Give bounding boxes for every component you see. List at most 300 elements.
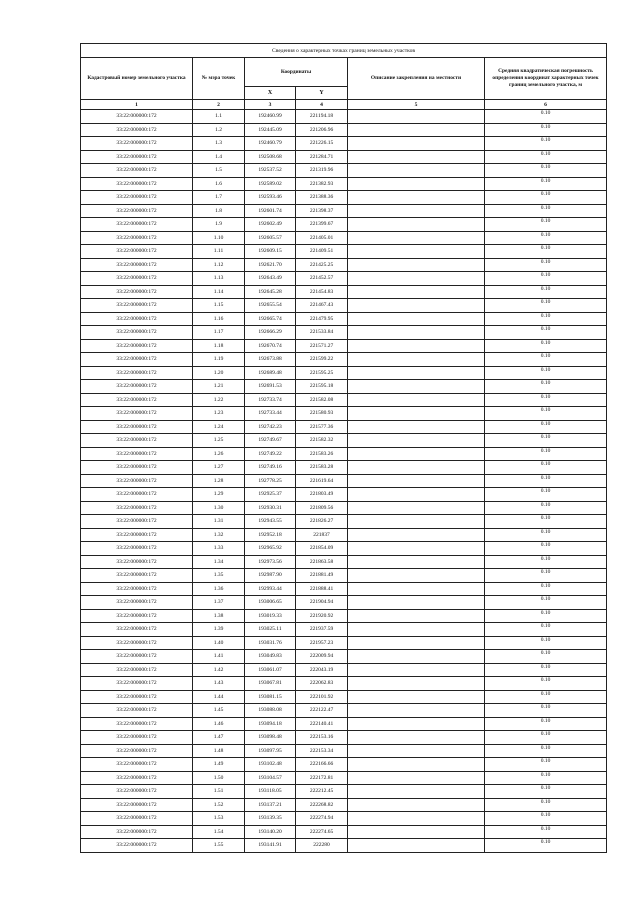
accuracy-cell: 0.10 (485, 488, 607, 502)
point-number-cell: 1.4 (193, 150, 245, 164)
table-row (81, 164, 607, 178)
description-cell (348, 380, 485, 394)
x-coordinate-cell: 192930.31 (245, 501, 296, 515)
x-coordinate-cell: 193098.48 (245, 731, 296, 745)
y-coordinate-cell: 221194.18 (296, 110, 348, 124)
description-cell (348, 164, 485, 178)
point-number-cell: 1.45 (193, 704, 245, 718)
y-coordinate-cell: 221957.23 (296, 636, 348, 650)
description-cell (348, 218, 485, 232)
y-coordinate-cell: 221580.93 (296, 407, 348, 421)
x-coordinate-cell: 193006.65 (245, 596, 296, 610)
description-cell (348, 825, 485, 839)
table-row (81, 474, 607, 488)
x-coordinate-cell: 192965.92 (245, 542, 296, 556)
cadastral-number-cell: 33:22:000000:172 (81, 110, 193, 124)
cadastral-number-cell: 33:22:000000:172 (81, 299, 193, 313)
table-row (81, 366, 607, 380)
description-cell (348, 596, 485, 610)
point-number-cell: 1.9 (193, 218, 245, 232)
y-coordinate-cell: 222166.66 (296, 758, 348, 772)
cadastral-number-cell: 33:22:000000:172 (81, 582, 193, 596)
accuracy-cell: 0.10 (485, 420, 607, 434)
accuracy-cell: 0.10 (485, 717, 607, 731)
cadastral-number-cell: 33:22:000000:172 (81, 353, 193, 367)
description-cell (348, 839, 485, 853)
table-row (81, 677, 607, 691)
accuracy-cell: 0.10 (485, 663, 607, 677)
cadastral-number-cell: 33:22:000000:172 (81, 798, 193, 812)
table-row (81, 785, 607, 799)
y-coordinate-cell: 221582.08 (296, 393, 348, 407)
table-row (81, 177, 607, 191)
point-number-cell: 1.51 (193, 785, 245, 799)
point-number-cell: 1.32 (193, 528, 245, 542)
x-coordinate-cell: 193031.76 (245, 636, 296, 650)
description-cell (348, 461, 485, 475)
table-row (81, 744, 607, 758)
column-number: 4 (296, 100, 348, 110)
description-cell (348, 812, 485, 826)
y-coordinate-cell: 221595.18 (296, 380, 348, 394)
cadastral-number-cell: 33:22:000000:172 (81, 447, 193, 461)
cadastral-number-cell: 33:22:000000:172 (81, 636, 193, 650)
accuracy-cell: 0.10 (485, 339, 607, 353)
point-number-cell: 1.44 (193, 690, 245, 704)
y-coordinate-cell: 222280 (296, 839, 348, 853)
cadastral-number-cell: 33:22:000000:172 (81, 501, 193, 515)
accuracy-cell: 0.10 (485, 312, 607, 326)
x-coordinate-cell: 192733.44 (245, 407, 296, 421)
x-coordinate-cell: 192445.09 (245, 123, 296, 137)
y-coordinate-cell: 221409.51 (296, 245, 348, 259)
point-number-cell: 1.47 (193, 731, 245, 745)
accuracy-cell: 0.10 (485, 191, 607, 205)
y-coordinate-cell: 221599.22 (296, 353, 348, 367)
y-coordinate-cell: 221583.28 (296, 461, 348, 475)
point-number-cell: 1.5 (193, 164, 245, 178)
accuracy-cell: 0.10 (485, 650, 607, 664)
y-coordinate-cell: 221571.27 (296, 339, 348, 353)
header-description: Описание закрепления на местности (348, 58, 485, 100)
header-accuracy: Средняя квадратическая погрешность определения координат характерных точек границ земельного участка, м (485, 58, 607, 100)
x-coordinate-cell: 192943.55 (245, 515, 296, 529)
point-number-cell: 1.53 (193, 812, 245, 826)
point-number-cell: 1.17 (193, 326, 245, 340)
x-coordinate-cell: 193137.21 (245, 798, 296, 812)
table-row (81, 258, 607, 272)
point-number-cell: 1.23 (193, 407, 245, 421)
point-number-cell: 1.19 (193, 353, 245, 367)
point-number-cell: 1.12 (193, 258, 245, 272)
x-coordinate-cell: 192925.37 (245, 488, 296, 502)
y-coordinate-cell: 221425.25 (296, 258, 348, 272)
point-number-cell: 1.15 (193, 299, 245, 313)
point-number-cell: 1.46 (193, 717, 245, 731)
description-cell (348, 110, 485, 124)
cadastral-number-cell: 33:22:000000:172 (81, 488, 193, 502)
description-cell (348, 231, 485, 245)
point-number-cell: 1.18 (193, 339, 245, 353)
accuracy-cell: 0.10 (485, 690, 607, 704)
y-coordinate-cell: 221937.59 (296, 623, 348, 637)
table-row (81, 150, 607, 164)
cadastral-number-cell: 33:22:000000:172 (81, 690, 193, 704)
table-row (81, 717, 607, 731)
description-cell (348, 150, 485, 164)
cadastral-number-cell: 33:22:000000:172 (81, 677, 193, 691)
table-row (81, 191, 607, 205)
table-row (81, 353, 607, 367)
accuracy-cell: 0.10 (485, 731, 607, 745)
x-coordinate-cell: 192655.54 (245, 299, 296, 313)
y-coordinate-cell: 222043.19 (296, 663, 348, 677)
accuracy-cell: 0.10 (485, 231, 607, 245)
point-number-cell: 1.31 (193, 515, 245, 529)
cadastral-number-cell: 33:22:000000:172 (81, 326, 193, 340)
table-row (81, 285, 607, 299)
description-cell (348, 717, 485, 731)
accuracy-cell: 0.10 (485, 218, 607, 232)
x-coordinate-cell: 192952.18 (245, 528, 296, 542)
table-row (81, 501, 607, 515)
cadastral-number-cell: 33:22:000000:172 (81, 758, 193, 772)
cadastral-number-cell: 33:22:000000:172 (81, 218, 193, 232)
description-cell (348, 474, 485, 488)
cadastral-number-cell: 33:22:000000:172 (81, 596, 193, 610)
cadastral-number-cell: 33:22:000000:172 (81, 744, 193, 758)
cadastral-number-cell: 33:22:000000:172 (81, 825, 193, 839)
table-row (81, 434, 607, 448)
description-cell (348, 744, 485, 758)
description-cell (348, 393, 485, 407)
point-number-cell: 1.8 (193, 204, 245, 218)
x-coordinate-cell: 193104.57 (245, 771, 296, 785)
description-cell (348, 488, 485, 502)
accuracy-cell: 0.10 (485, 407, 607, 421)
accuracy-cell: 0.10 (485, 555, 607, 569)
point-number-cell: 1.48 (193, 744, 245, 758)
y-coordinate-cell: 222212.45 (296, 785, 348, 799)
y-coordinate-cell: 221405.01 (296, 231, 348, 245)
description-cell (348, 177, 485, 191)
y-coordinate-cell: 221837 (296, 528, 348, 542)
x-coordinate-cell: 193141.91 (245, 839, 296, 853)
accuracy-cell: 0.10 (485, 137, 607, 151)
point-number-cell: 1.34 (193, 555, 245, 569)
table-row (81, 596, 607, 610)
x-coordinate-cell: 192749.67 (245, 434, 296, 448)
table-caption: Сведения о характерных точках границ земельных участков (81, 44, 607, 58)
table-row (81, 771, 607, 785)
y-coordinate-cell: 221881.49 (296, 569, 348, 583)
x-coordinate-cell: 193139.35 (245, 812, 296, 826)
y-coordinate-cell: 221479.95 (296, 312, 348, 326)
cadastral-number-cell: 33:22:000000:172 (81, 623, 193, 637)
cadastral-number-cell: 33:22:000000:172 (81, 434, 193, 448)
table-row (81, 461, 607, 475)
description-cell (348, 123, 485, 137)
x-coordinate-cell: 192733.74 (245, 393, 296, 407)
header-y: Y (296, 87, 348, 100)
description-cell (348, 299, 485, 313)
description-cell (348, 272, 485, 286)
accuracy-cell: 0.10 (485, 272, 607, 286)
x-coordinate-cell: 192601.74 (245, 204, 296, 218)
column-number: 1 (81, 100, 193, 110)
point-number-cell: 1.2 (193, 123, 245, 137)
y-coordinate-cell: 222268.82 (296, 798, 348, 812)
table-row (81, 393, 607, 407)
description-cell (348, 542, 485, 556)
x-coordinate-cell: 192643.49 (245, 272, 296, 286)
y-coordinate-cell: 221284.71 (296, 150, 348, 164)
y-coordinate-cell: 221904.94 (296, 596, 348, 610)
table-row (81, 272, 607, 286)
accuracy-cell: 0.10 (485, 812, 607, 826)
accuracy-cell: 0.10 (485, 798, 607, 812)
cadastral-number-cell: 33:22:000000:172 (81, 839, 193, 853)
accuracy-cell: 0.10 (485, 677, 607, 691)
y-coordinate-cell: 221388.36 (296, 191, 348, 205)
y-coordinate-cell: 221533.84 (296, 326, 348, 340)
x-coordinate-cell: 192670.74 (245, 339, 296, 353)
cadastral-number-cell: 33:22:000000:172 (81, 407, 193, 421)
accuracy-cell: 0.10 (485, 758, 607, 772)
cadastral-number-cell: 33:22:000000:172 (81, 812, 193, 826)
x-coordinate-cell: 192645.28 (245, 285, 296, 299)
y-coordinate-cell: 221577.36 (296, 420, 348, 434)
point-number-cell: 1.14 (193, 285, 245, 299)
point-number-cell: 1.50 (193, 771, 245, 785)
header-coordinates: Координаты (245, 58, 348, 87)
description-cell (348, 528, 485, 542)
point-number-cell: 1.29 (193, 488, 245, 502)
description-cell (348, 609, 485, 623)
y-coordinate-cell: 221619.64 (296, 474, 348, 488)
cadastral-number-cell: 33:22:000000:172 (81, 272, 193, 286)
x-coordinate-cell: 192749.22 (245, 447, 296, 461)
cadastral-number-cell: 33:22:000000:172 (81, 339, 193, 353)
accuracy-cell: 0.10 (485, 110, 607, 124)
cadastral-number-cell: 33:22:000000:172 (81, 191, 193, 205)
table-row (81, 542, 607, 556)
x-coordinate-cell: 192689.48 (245, 366, 296, 380)
x-coordinate-cell: 192460.79 (245, 137, 296, 151)
table-row (81, 123, 607, 137)
x-coordinate-cell: 192665.74 (245, 312, 296, 326)
description-cell (348, 704, 485, 718)
accuracy-cell: 0.10 (485, 771, 607, 785)
y-coordinate-cell: 221826.27 (296, 515, 348, 529)
cadastral-number-cell: 33:22:000000:172 (81, 285, 193, 299)
accuracy-cell: 0.10 (485, 353, 607, 367)
description-cell (348, 191, 485, 205)
accuracy-cell: 0.10 (485, 393, 607, 407)
description-cell (348, 690, 485, 704)
y-coordinate-cell: 222274.65 (296, 825, 348, 839)
boundary-points-table (80, 43, 607, 853)
description-cell (348, 515, 485, 529)
table-row (81, 380, 607, 394)
point-number-cell: 1.16 (193, 312, 245, 326)
cadastral-number-cell: 33:22:000000:172 (81, 231, 193, 245)
cadastral-number-cell: 33:22:000000:172 (81, 731, 193, 745)
point-number-cell: 1.3 (193, 137, 245, 151)
table-row (81, 515, 607, 529)
y-coordinate-cell: 221595.25 (296, 366, 348, 380)
table-row (81, 555, 607, 569)
table-row (81, 690, 607, 704)
description-cell (348, 407, 485, 421)
table-row (81, 299, 607, 313)
description-cell (348, 245, 485, 259)
column-number: 2 (193, 100, 245, 110)
table-row (81, 623, 607, 637)
y-coordinate-cell: 222009.94 (296, 650, 348, 664)
cadastral-number-cell: 33:22:000000:172 (81, 245, 193, 259)
table-row (81, 812, 607, 826)
table-row (81, 137, 607, 151)
description-cell (348, 258, 485, 272)
table-row (81, 312, 607, 326)
cadastral-number-cell: 33:22:000000:172 (81, 164, 193, 178)
y-coordinate-cell: 221863.58 (296, 555, 348, 569)
description-cell (348, 771, 485, 785)
y-coordinate-cell: 222153.34 (296, 744, 348, 758)
cadastral-number-cell: 33:22:000000:172 (81, 474, 193, 488)
point-number-cell: 1.43 (193, 677, 245, 691)
point-number-cell: 1.35 (193, 569, 245, 583)
accuracy-cell: 0.10 (485, 461, 607, 475)
x-coordinate-cell: 192537.52 (245, 164, 296, 178)
cadastral-number-cell: 33:22:000000:172 (81, 542, 193, 556)
y-coordinate-cell: 222140.41 (296, 717, 348, 731)
cadastral-number-cell: 33:22:000000:172 (81, 258, 193, 272)
column-number: 6 (485, 100, 607, 110)
y-coordinate-cell: 221206.96 (296, 123, 348, 137)
description-cell (348, 677, 485, 691)
point-number-cell: 1.6 (193, 177, 245, 191)
description-cell (348, 204, 485, 218)
y-coordinate-cell: 222122.47 (296, 704, 348, 718)
y-coordinate-cell: 221920.92 (296, 609, 348, 623)
accuracy-cell: 0.10 (485, 704, 607, 718)
column-number: 5 (348, 100, 485, 110)
column-number: 3 (245, 100, 296, 110)
y-coordinate-cell: 222062.83 (296, 677, 348, 691)
table-row (81, 582, 607, 596)
table-row (81, 110, 607, 124)
x-coordinate-cell: 192749.16 (245, 461, 296, 475)
document-sheet (80, 43, 606, 853)
table-row (81, 569, 607, 583)
table-row (81, 231, 607, 245)
cadastral-number-cell: 33:22:000000:172 (81, 393, 193, 407)
header-point-number: № мэра точек (193, 58, 245, 100)
cadastral-number-cell: 33:22:000000:172 (81, 420, 193, 434)
accuracy-cell: 0.10 (485, 150, 607, 164)
table-row (81, 758, 607, 772)
description-cell (348, 312, 485, 326)
header-x: X (245, 87, 296, 100)
y-coordinate-cell: 221582.32 (296, 434, 348, 448)
x-coordinate-cell: 193088.08 (245, 704, 296, 718)
accuracy-cell: 0.10 (485, 839, 607, 853)
point-number-cell: 1.20 (193, 366, 245, 380)
cadastral-number-cell: 33:22:000000:172 (81, 569, 193, 583)
description-cell (348, 663, 485, 677)
y-coordinate-cell: 221452.57 (296, 272, 348, 286)
table-row (81, 326, 607, 340)
cadastral-number-cell: 33:22:000000:172 (81, 663, 193, 677)
accuracy-cell: 0.10 (485, 204, 607, 218)
y-coordinate-cell: 221399.67 (296, 218, 348, 232)
table-row (81, 420, 607, 434)
point-number-cell: 1.38 (193, 609, 245, 623)
y-coordinate-cell: 222153.16 (296, 731, 348, 745)
x-coordinate-cell: 192987.90 (245, 569, 296, 583)
y-coordinate-cell: 222101.92 (296, 690, 348, 704)
point-number-cell: 1.21 (193, 380, 245, 394)
cadastral-number-cell: 33:22:000000:172 (81, 123, 193, 137)
table-row (81, 447, 607, 461)
cadastral-number-cell: 33:22:000000:172 (81, 312, 193, 326)
header-cadastral-number: Кадастровый номер земельного участка (81, 58, 193, 100)
point-number-cell: 1.25 (193, 434, 245, 448)
cadastral-number-cell: 33:22:000000:172 (81, 785, 193, 799)
accuracy-cell: 0.10 (485, 785, 607, 799)
accuracy-cell: 0.10 (485, 447, 607, 461)
point-number-cell: 1.26 (193, 447, 245, 461)
x-coordinate-cell: 192460.99 (245, 110, 296, 124)
point-number-cell: 1.1 (193, 110, 245, 124)
table-body (81, 110, 607, 853)
description-cell (348, 758, 485, 772)
accuracy-cell: 0.10 (485, 744, 607, 758)
x-coordinate-cell: 193067.81 (245, 677, 296, 691)
cadastral-number-cell: 33:22:000000:172 (81, 609, 193, 623)
cadastral-number-cell: 33:22:000000:172 (81, 771, 193, 785)
point-number-cell: 1.37 (193, 596, 245, 610)
table-row (81, 825, 607, 839)
description-cell (348, 623, 485, 637)
accuracy-cell: 0.10 (485, 542, 607, 556)
accuracy-cell: 0.10 (485, 825, 607, 839)
point-number-cell: 1.52 (193, 798, 245, 812)
accuracy-cell: 0.10 (485, 164, 607, 178)
x-coordinate-cell: 193140.20 (245, 825, 296, 839)
x-coordinate-cell: 193118.05 (245, 785, 296, 799)
y-coordinate-cell: 221398.37 (296, 204, 348, 218)
point-number-cell: 1.30 (193, 501, 245, 515)
point-number-cell: 1.22 (193, 393, 245, 407)
x-coordinate-cell: 192605.57 (245, 231, 296, 245)
x-coordinate-cell: 193094.18 (245, 717, 296, 731)
table-row (81, 204, 607, 218)
accuracy-cell: 0.10 (485, 434, 607, 448)
table-row (81, 609, 607, 623)
description-cell (348, 420, 485, 434)
x-coordinate-cell: 192508.68 (245, 150, 296, 164)
table-row (81, 407, 607, 421)
table-row (81, 704, 607, 718)
description-cell (348, 285, 485, 299)
x-coordinate-cell: 192742.23 (245, 420, 296, 434)
x-coordinate-cell: 192621.70 (245, 258, 296, 272)
cadastral-number-cell: 33:22:000000:172 (81, 717, 193, 731)
cadastral-number-cell: 33:22:000000:172 (81, 528, 193, 542)
